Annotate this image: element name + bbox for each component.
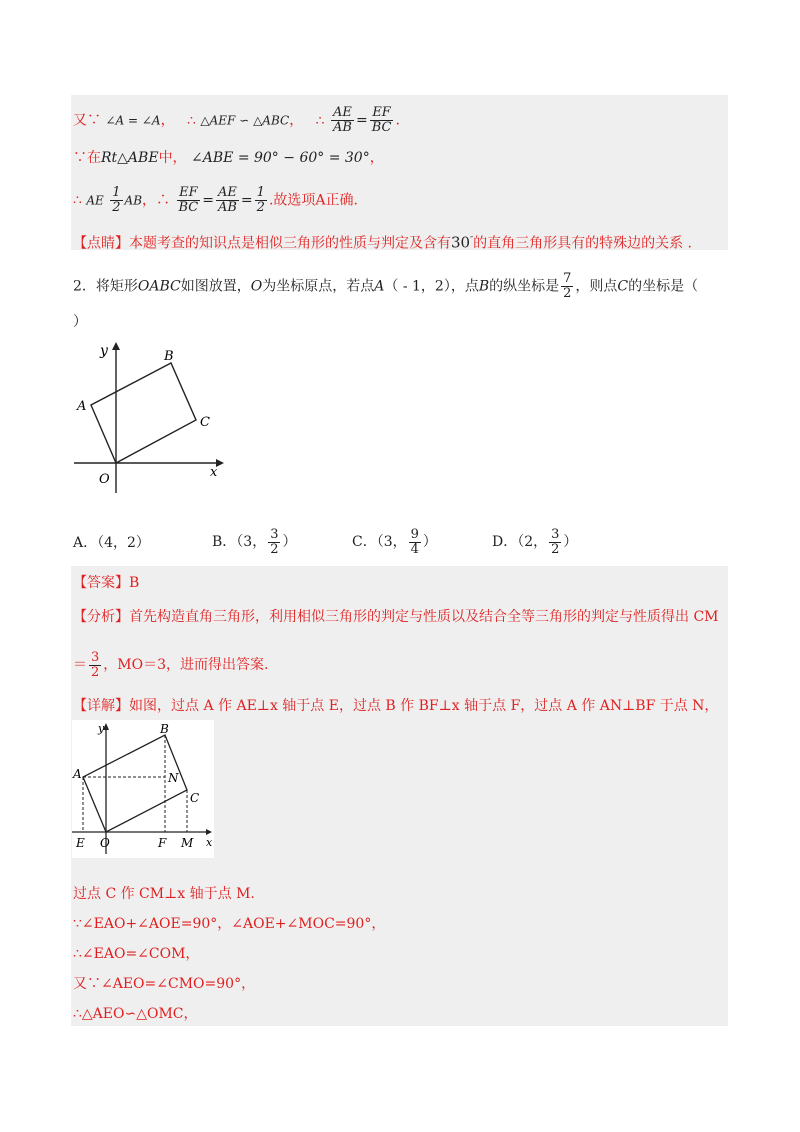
fraction-half-2: $\frac{1}{2}$ <box>256 185 265 215</box>
note-line: 【点睛】本题考查的知识点是相似三角形的性质与判定及含有30″的直角三角形具有的特殊边的关系 . <box>73 233 692 252</box>
label2-n: N <box>168 771 179 785</box>
option-c[interactable]: C．（3， $\frac{9}{4}$ ） <box>352 526 437 557</box>
label-a: A <box>77 399 87 414</box>
fraction-7-2: $\frac{7}{2}$ <box>563 271 572 301</box>
rectangle-figure-1 <box>70 338 230 498</box>
solution-line-2: ∵在Rt△ABE中， ∠ABE = 90° − 60° = 30°， <box>73 150 384 166</box>
step-2: ∵∠EAO+∠AOE=90°，∠AOE+∠MOC=90°， <box>73 916 386 932</box>
option-d[interactable]: D．（2， $\frac{3}{2}$ ） <box>492 526 578 557</box>
rectangle-figure-2 <box>72 720 214 858</box>
label2-b: B <box>160 722 169 736</box>
label-x: x <box>210 465 218 480</box>
option-a[interactable]: A．（4，2） <box>73 535 150 551</box>
label-b: B <box>164 349 174 364</box>
analysis-line-2: ＝ $\frac{3}{2}$ ，MO＝3，进而得出答案. <box>73 649 269 680</box>
y-axis-arrow-icon <box>112 342 120 350</box>
label-c: C <box>200 415 210 430</box>
label2-o: O <box>100 836 110 850</box>
label-y: y <box>100 343 108 359</box>
label2-f: F <box>158 836 167 850</box>
step-1: 过点 C 作 CM⊥x 轴于点 M. <box>73 886 255 902</box>
label2-m: M <box>181 836 194 850</box>
x-axis-2-arrow-icon <box>206 829 212 835</box>
question-2-close: ） <box>73 314 87 330</box>
analysis-line: 【分析】首先构造直角三角形，利用相似三角形的判定与性质以及结合全等三角形的判定与性质得出 CM <box>73 609 719 625</box>
label-o: O <box>99 472 110 487</box>
detail-line: 【详解】如图，过点 A 作 AE⊥x 轴于点 E，过点 B 作 BF⊥x 轴于点 F，过点 A 作 AN⊥BF 于点 N， <box>73 698 719 714</box>
label2-c: C <box>190 791 200 805</box>
option-b[interactable]: B．（3， $\frac{3}{2}$ ） <box>212 526 297 557</box>
label2-a: A <box>73 767 82 781</box>
fraction-ae-ab-2: $\frac{AE}{AB}$ <box>217 185 237 215</box>
question-2: 2．将矩形OABC如图放置，O为坐标原点，若点A（ - 1，2），点B的纵坐标是 $\frac{7}{2}$ ，则点C的坐标是（ <box>73 271 699 301</box>
fraction-half: $\frac{1}{2}$ <box>112 185 121 215</box>
solution-line-1: 又∵ ∠A = ∠A， ∴ △AEF ∽ △ABC， ∴ $\frac{AE}{AB}$ = $\frac{EF}{BC}$ . <box>73 105 400 135</box>
label2-e: E <box>76 836 85 850</box>
answer-line: 【答案】B <box>73 575 140 591</box>
step-5: ∴△AEO∽△OMC， <box>73 1006 198 1022</box>
fraction-ae-ab: $\frac{AE}{AB}$ <box>333 105 352 135</box>
label2-y: y <box>98 722 105 735</box>
label2-x: x <box>206 836 213 849</box>
fraction-ef-bc: $\frac{EF}{BC}$ <box>371 105 392 135</box>
step-3: ∴∠EAO=∠COM， <box>73 946 200 962</box>
rectangle-oabc <box>91 363 196 463</box>
solution-line-3: ∴ AE $\frac{1}{2}$ AB，∴ $\frac{EF}{BC}$ = $\frac{AE}{AB}$ = $\frac{1}{2}$ .故选项A正确. <box>73 185 358 215</box>
step-4: 又∵∠AEO=∠CMO=90°， <box>73 976 256 992</box>
fraction-ef-bc-2: $\frac{EF}{BC}$ <box>178 185 199 215</box>
